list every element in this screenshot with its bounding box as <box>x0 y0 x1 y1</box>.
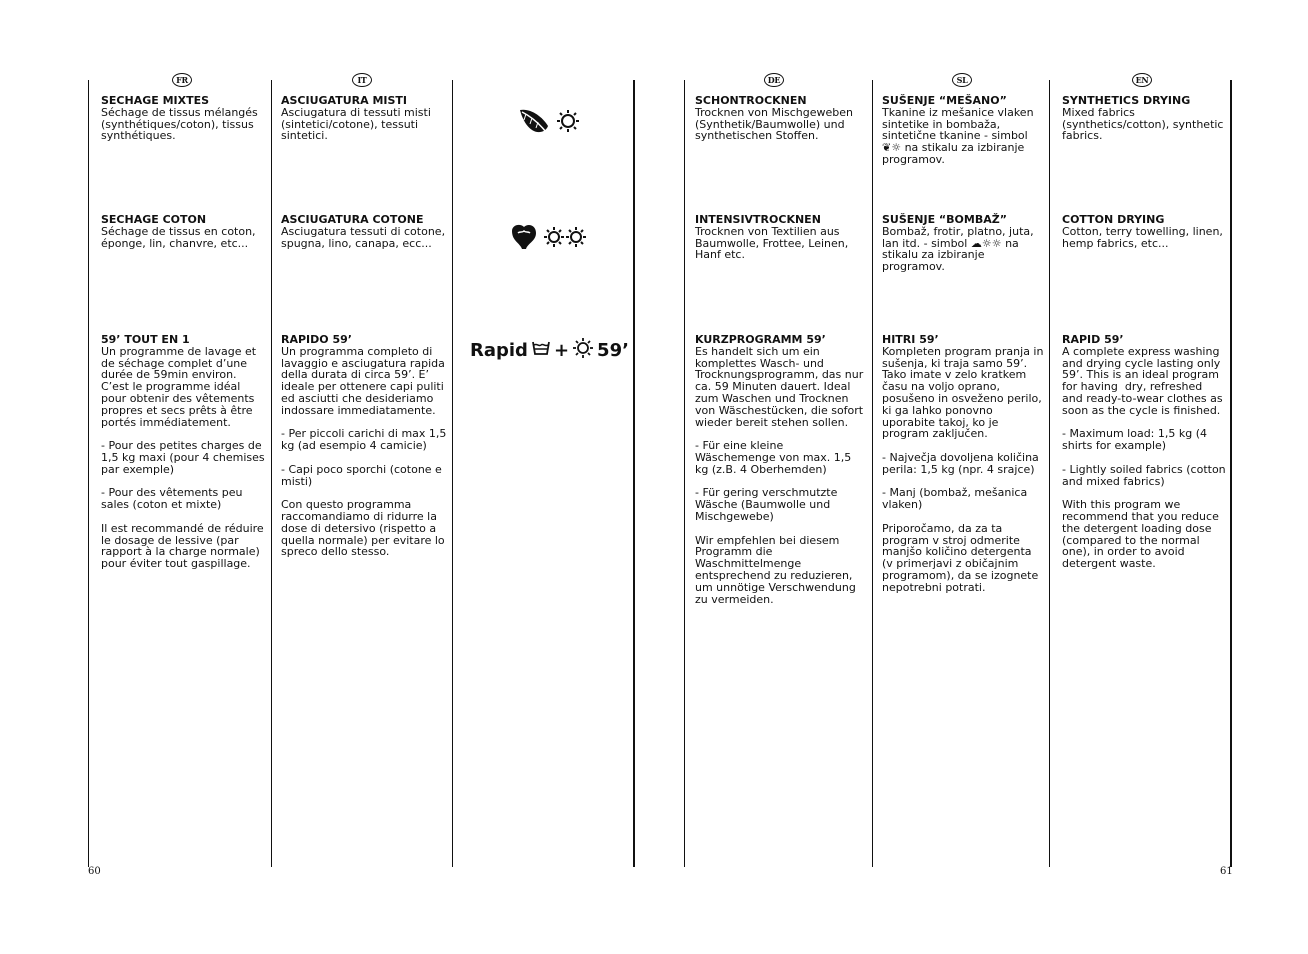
section-mixed <box>101 95 267 142</box>
feather-sun-icon <box>516 104 582 142</box>
section-text: - Največja dovoljena količina perila: 1,5 kg (npr. 4 srajce) <box>882 450 1043 476</box>
section-rapid <box>882 333 1047 594</box>
section-title: RAPID 59’ <box>1062 333 1124 346</box>
section-text: Priporočamo, da za ta program v stroj odmerite manjšo količino detergenta (v primerjavi z običajnim programom), da se izognete nepotrebni potrati. <box>882 521 1042 594</box>
section-text: Mixed fabrics (synthetics/cotton), synthetic fabrics. <box>1062 105 1227 143</box>
section-title: KURZPROGRAMM 59’ <box>695 333 826 346</box>
section-text: Un programma completo di lavaggio e asciugatura rapida della durata di circa 59’. E’ ideale per ottenere capi puliti ed asciutti che desideriamo indossare immediatamente. <box>281 344 449 417</box>
section-text: - Manj (bombaž, mešanica vlaken) <box>882 486 1031 512</box>
section-rapid <box>695 334 865 605</box>
section-cotton <box>281 214 447 249</box>
section-text: - Maximum load: 1,5 kg (4 shirts for example) <box>1062 427 1211 453</box>
section-text: - Per piccoli carichi di max 1,5 kg (ad esempio 4 camicie) <box>281 427 450 453</box>
section-rapid <box>101 334 267 570</box>
rule-de-sl <box>872 80 873 867</box>
section-cotton <box>101 214 267 249</box>
lang-badge-sl: SL <box>952 73 972 87</box>
section-text: Con questo programma raccomandiamo di ridurre la dose di detersivo (rispetto a quella normale) per evitare lo spreco dello stesso. <box>281 498 449 559</box>
rule-left-margin <box>88 80 89 867</box>
rapid-label: Rapid <box>470 340 528 361</box>
rule-sl-en <box>1049 80 1050 867</box>
rapid-program-symbol <box>470 338 629 363</box>
section-text: - Pour des petites charges de 1,5 kg maxi (pour 4 chemises par exemple) <box>101 439 269 476</box>
section-title: ASCIUGATURA COTONE <box>281 213 424 226</box>
page-number-left: 60 <box>88 866 101 877</box>
section-title: SYNTHETICS DRYING <box>1062 94 1191 107</box>
section-text: Séchage de tissus en coton, éponge, lin, chanvre, etc... <box>101 224 260 250</box>
section-text: Trocknen von Mischgeweben (Synthetik/Baumwolle) und synthetischen Stoffen. <box>695 105 857 143</box>
lang-badge-en: EN <box>1132 73 1152 87</box>
section-text: - Für gering verschmutzte Wäsche (Baumwolle und Mischgewebe) <box>695 486 841 523</box>
rule-center <box>633 80 635 867</box>
section-text: - Lightly soiled fabrics (cotton and mixed fabrics) <box>1062 462 1230 488</box>
section-text: Trocknen von Textilien aus Baumwolle, Frottee, Leinen, Hanf etc. <box>695 224 852 262</box>
section-title: SCHONTROCKNEN <box>695 94 807 107</box>
section-text: Asciugatura tessuti di cotone, spugna, lino, canapa, ecc... <box>281 224 449 250</box>
plus-sign: + <box>553 340 570 361</box>
lang-badge-it: IT <box>352 73 372 87</box>
section-title: 59’ TOUT EN 1 <box>101 333 190 346</box>
section-title: ASCIUGATURA MISTI <box>281 94 408 107</box>
section-text: - Pour des vêtements peu sales (coton et mixte) <box>101 486 246 512</box>
section-text: - Capi poco sporchi (cotone e misti) <box>281 462 446 488</box>
section-text: Séchage de tissus mélangés (synthétiques/coton), tissus synthétiques. <box>101 105 262 143</box>
section-text: Cotton, terry towelling, linen, hemp fabrics, etc... <box>1062 224 1227 250</box>
section-title: RAPIDO 59’ <box>281 333 352 346</box>
section-title: SECHAGE MIXTES <box>101 94 210 107</box>
section-cotton <box>695 214 865 261</box>
section-rapid <box>1062 333 1230 571</box>
section-text: Kompleten program pranja in sušenja, ki traja samo 59’. Tako imate v zelo kratkem času na voljo oprano, posušeno in osveženo perilo, ki ga lahko ponovno uporabite takoj, ko je program zaključen. <box>882 344 1047 441</box>
section-text: Tkanine iz mešanice vlaken sintetike in bombaža, sintetične tkanine - simbol ❦☼ na stikalu za izbiranje programov. <box>882 105 1038 166</box>
section-title: SECHAGE COTON <box>101 213 207 226</box>
lang-badge-fr: FR <box>172 73 192 87</box>
rule-fr-it <box>271 80 272 867</box>
section-mixed <box>695 95 865 142</box>
section-text: Bombaž, frotir, platno, juta, lan itd. - simbol ☁☼☼ na stikalu za izbiranje programov. <box>882 224 1038 274</box>
section-title: COTTON DRYING <box>1062 213 1165 226</box>
section-text: Il est recommandé de réduire le dosage de lessive (par rapport à la charge normale) pour éviter tout gaspillage. <box>101 521 268 571</box>
section-text: Wir empfehlen bei diesem Programm die Waschmittelmenge entsprechend zu reduzieren, um unnötige Verschwendung zu vermeiden. <box>695 533 860 606</box>
lang-badge-de: DE <box>764 73 784 87</box>
section-text: Un programme de lavage et de séchage complet d’une durée de 59min environ. C’est le programme idéal pour obtenir des vêtements propres et secs prêts à être portés immédiatement. <box>101 344 260 429</box>
section-cotton <box>882 214 1044 273</box>
section-title: INTENSIVTROCKNEN <box>695 213 821 226</box>
page-number-right: 61 <box>1220 866 1233 877</box>
wash-tub-icon <box>532 340 550 361</box>
section-cotton <box>1062 214 1226 249</box>
rule-de-left <box>684 80 685 867</box>
section-text: A complete express washing and drying cycle lasting only 59’. This is an ideal program for having dry, refreshed and ready-to-wear clothes as soon as the cycle is finished. <box>1062 344 1227 417</box>
section-text: Es handelt sich um ein komplettes Wasch- und Trocknungsprogramm, das nur ca. 59 Minuten dauert. Ideal zum Waschen und Trocknen von Wäschestücken, die sofort wieder bereit stehen sollen. <box>695 344 867 429</box>
sun-icon <box>573 338 593 363</box>
section-text: - Für eine kleine Wäschemenge von max. 1,5 kg (z.B. 4 Oberhemden) <box>695 439 855 476</box>
section-mixed <box>882 95 1044 166</box>
rule-right-margin <box>1230 80 1232 867</box>
rule-it-sym <box>452 80 453 867</box>
section-text: Asciugatura di tessuti misti (sintetici/cotone), tessuti sintetici. <box>281 105 435 143</box>
cotton-sun-sun-icon <box>508 221 588 257</box>
rapid-minutes: 59’ <box>597 340 629 361</box>
section-title: HITRI 59’ <box>882 333 939 346</box>
section-mixed <box>281 95 447 142</box>
section-text: With this program we recommend that you reduce the detergent loading dose (compared to the normal one), in order to avoid detergent waste. <box>1062 498 1223 571</box>
section-title: SUŠENJE “BOMBAŽ” <box>882 213 1007 226</box>
section-mixed <box>1062 95 1226 142</box>
section-rapid <box>281 333 450 559</box>
section-title: SUŠENJE “MEŠANO” <box>882 94 1007 107</box>
